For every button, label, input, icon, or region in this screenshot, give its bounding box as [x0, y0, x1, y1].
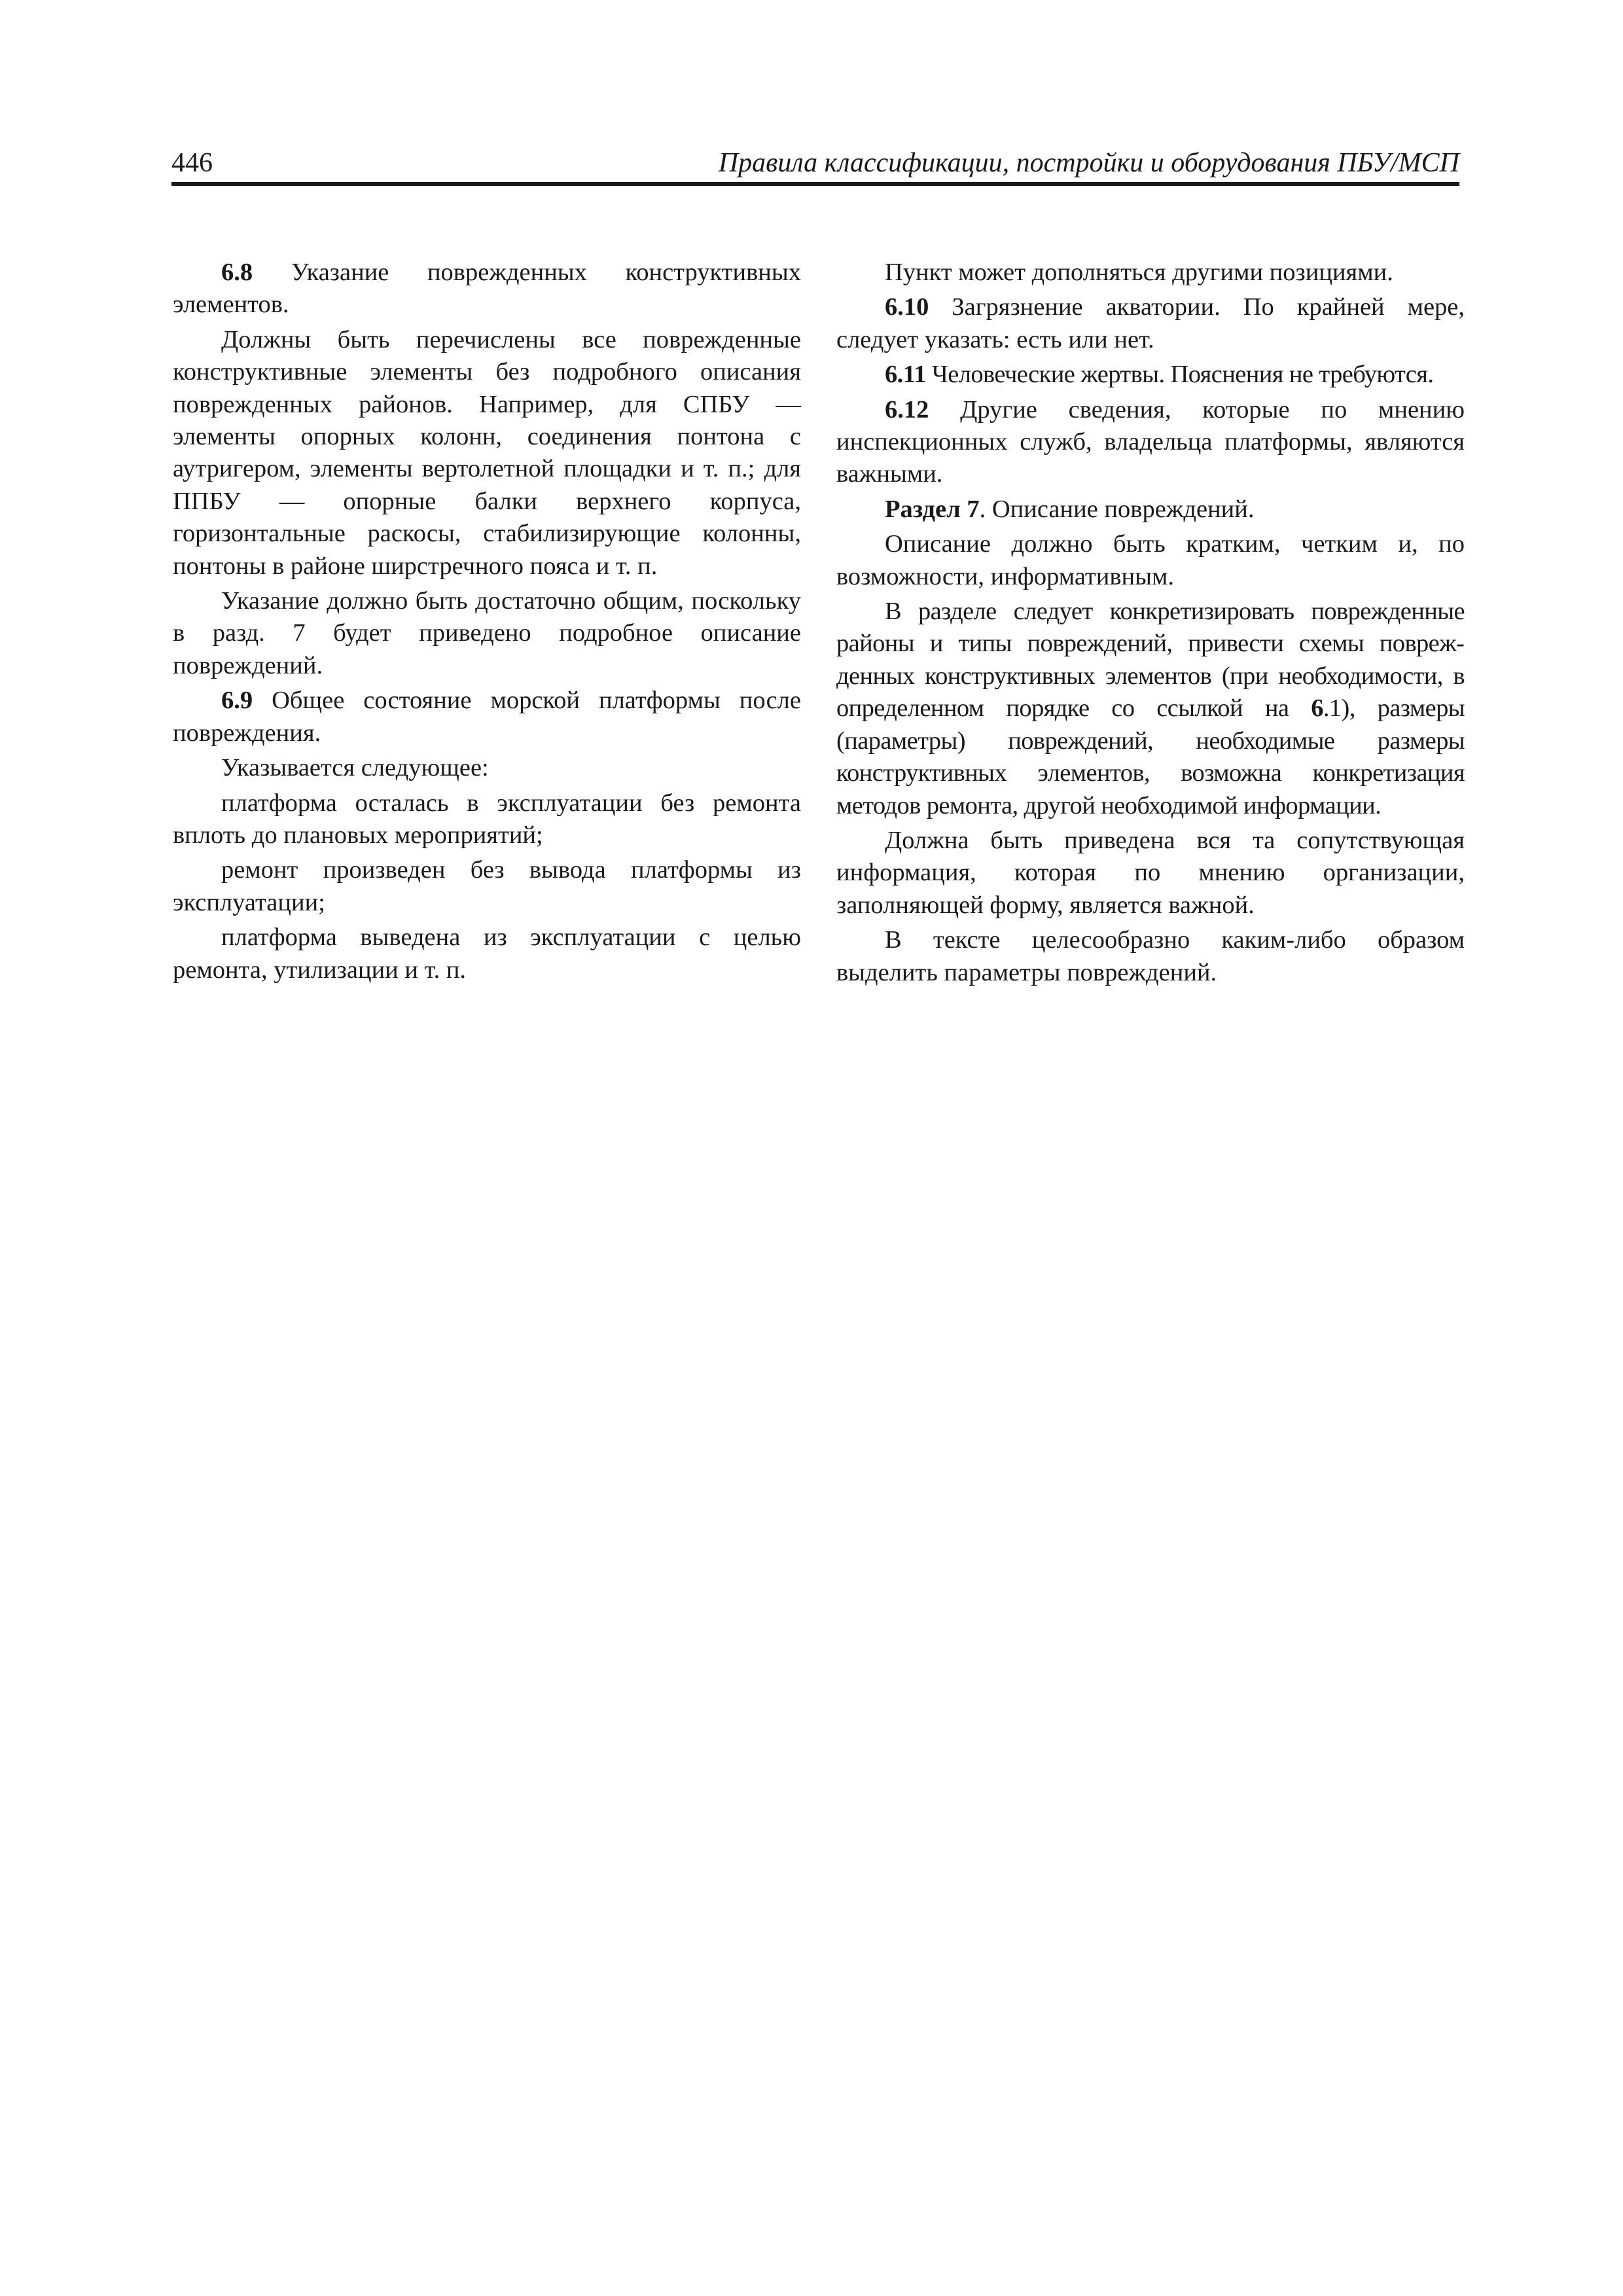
paragraph-6-9: [173, 685, 801, 749]
section-number: 6.10: [885, 293, 929, 321]
section-number: 6.11: [885, 361, 926, 389]
page-header: [171, 143, 1459, 186]
paragraph-other-positions: Пункт может дополняться другими позициями.: [885, 259, 1393, 286]
paragraph-text: В разделе следует конкретизировать поврежденные районы и типы повреждений, привести схемы поврежденных конструктивных элементов (при необходимости, в определенном порядке со ссылкой на: [836, 598, 1465, 723]
running-title: Правила классификации, постройки и оборудования ПБУ/МСП: [718, 148, 1459, 178]
paragraph-text: . Описание повреждений.: [979, 495, 1255, 523]
paragraph-damaged-elements-list: Должны быть перечислены все поврежденные конструктивные элементы без подробного описания поврежденных районов. Например, для СПБУ — элементы опорных колонн, соединения понтона с аутригером, элементы вертолетной площадки и т. п.; для ППБУ — опорные балки верхнего корпуса, горизонтальные раскосы, стабилизирующие колонны, понтоны в районе ширстречного пояса и т. п.: [173, 325, 801, 580]
paragraph-option-in-service: платформа осталась в эксплуатации без ремонта вплоть до плановых мероприятий;: [173, 789, 801, 849]
section-number: 6.9: [221, 687, 253, 715]
paragraph-section-details: [836, 596, 1465, 822]
section-number: Раздел 7: [885, 495, 980, 523]
paragraph-6-8: [173, 257, 801, 321]
paragraph-option-repair-in-service: ремонт произведен без вывода платформы из эксплуатации;: [173, 856, 801, 916]
paragraph-text: .1), размеры (параметры) повреждений, необходимые размеры конструктивных элементов, возможна конкретизация методов ремонта, другой необходимой информации.: [836, 694, 1465, 819]
paragraph-section-7: [836, 493, 1465, 526]
paragraph-6-10: [836, 291, 1465, 356]
section-number: 6.8: [221, 259, 253, 286]
paragraph-highlight-parameters: В тексте целесообразно каким-либо образом выделить параметры повреждений.: [836, 926, 1465, 986]
paragraph-text: Человеческие жертвы. Пояснения не требуются.: [925, 361, 1434, 389]
paragraph-accompanying-info: Должна быть приведена вся та сопутствующая информация, которая по мнению организации, заполняющей форму, является важной.: [836, 826, 1465, 919]
paragraph-indicated-following: Указывается следующее:: [221, 754, 489, 782]
left-column: [173, 257, 801, 989]
paragraph-text: Загрязнение акватории. По крайней мере, следует указать: есть или нет.: [836, 293, 1465, 353]
paragraph-option-out-of-service: платформа выведена из эксплуатации с целью ремонта, утилизации и т. п.: [173, 924, 801, 984]
paragraph-6-11: [836, 359, 1465, 391]
right-column: [836, 257, 1465, 992]
page-number: 446: [171, 148, 213, 178]
paragraph-6-12: [836, 394, 1465, 491]
paragraph-general-indication: Указание должно быть достаточно общим, поскольку в разд. 7 будет приведено подробное описание повреждений.: [173, 587, 801, 679]
section-number: 6.12: [885, 395, 929, 423]
paragraph-text: Указание поврежденных конструктивных элементов.: [173, 259, 801, 319]
paragraph-description-brief: Описание должно быть кратким, четким и, по возможности, информативным.: [836, 530, 1465, 590]
paragraph-text: Другие сведения, которые по мнению инспекционных служб, владельца платформы, являются важными.: [836, 395, 1465, 488]
paragraph-text: Общее состояние морской платформы после повреждения.: [173, 687, 801, 747]
section-reference: 6: [1311, 694, 1323, 723]
